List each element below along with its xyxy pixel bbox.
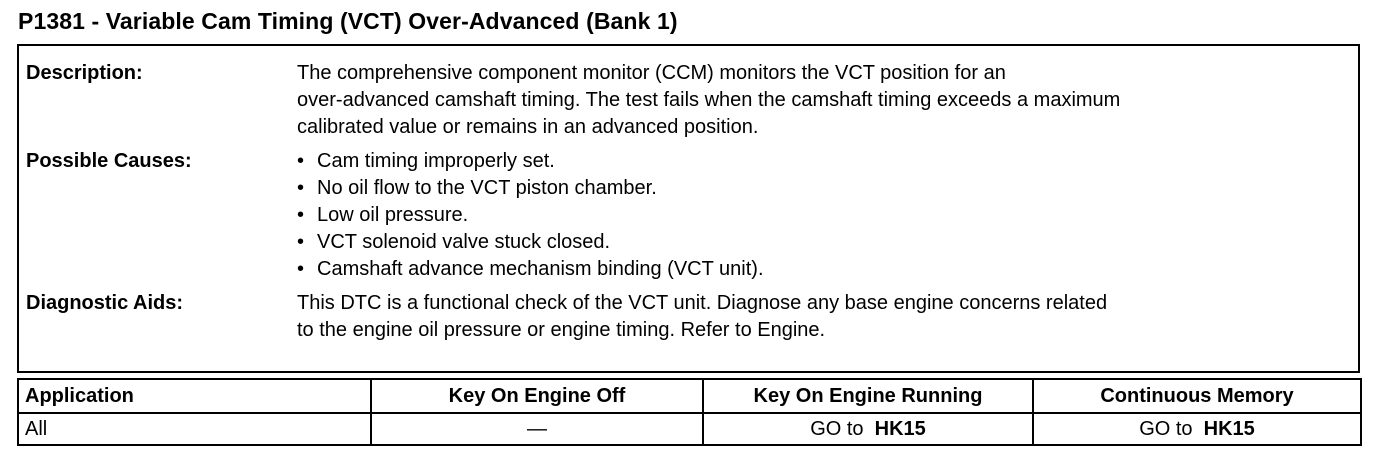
- cause-text: No oil flow to the VCT piston chamber.: [317, 177, 657, 199]
- table-header-row: [18, 379, 1361, 413]
- bullet-icon: •: [297, 258, 305, 280]
- bullet-icon: •: [297, 231, 305, 253]
- page-title: P1381 - Variable Cam Timing (VCT) Over-Advanced (Bank 1): [18, 8, 678, 34]
- table-row: [18, 413, 1361, 445]
- diagnostic-aids-line: to the engine oil pressure or engine timing. Refer to Engine.: [297, 319, 826, 341]
- cause-text: Low oil pressure.: [317, 204, 469, 226]
- bullet-icon: •: [297, 177, 305, 199]
- dtc-info-box: [17, 44, 1360, 373]
- cause-text: VCT solenoid valve stuck closed.: [317, 231, 611, 253]
- description-text: [297, 60, 1350, 141]
- possible-causes-list-wrap: [297, 148, 1350, 283]
- header-continuous-memory: Continuous Memory: [1033, 379, 1361, 413]
- header-application: Application: [18, 379, 371, 413]
- header-key-on-engine-off: Key On Engine Off: [371, 379, 703, 413]
- cell-koeo: —: [371, 413, 703, 445]
- cause-text: Cam timing improperly set.: [317, 150, 555, 172]
- header-key-on-engine-running: Key On Engine Running: [703, 379, 1033, 413]
- application-table: [17, 378, 1362, 446]
- cause-item: [297, 229, 1350, 256]
- possible-causes-list: [297, 148, 1350, 283]
- description-line: calibrated value or remains in an advanced position.: [297, 116, 759, 138]
- cause-item: [297, 202, 1350, 229]
- cause-item: [297, 175, 1350, 202]
- bullet-icon: •: [297, 150, 305, 172]
- diagnostic-aids-line: This DTC is a functional check of the VCT unit. Diagnose any base engine concerns related: [297, 292, 1108, 314]
- goto-ref-link[interactable]: HK15: [1203, 417, 1255, 440]
- description-label: Description:: [26, 62, 143, 84]
- bullet-icon: •: [297, 204, 305, 226]
- goto-prefix: GO to: [1139, 417, 1193, 440]
- diagnostic-aids-text: [297, 290, 1350, 344]
- cell-koer: [703, 413, 1033, 445]
- cell-continuous-memory: [1033, 413, 1361, 445]
- goto-ref-link[interactable]: HK15: [874, 417, 926, 440]
- cause-item: [297, 256, 1350, 283]
- cause-item: [297, 148, 1350, 175]
- diagnostic-aids-label: Diagnostic Aids:: [26, 292, 184, 314]
- description-line: The comprehensive component monitor (CCM) monitors the VCT position for an: [297, 62, 1006, 84]
- cause-text: Camshaft advance mechanism binding (VCT unit).: [317, 258, 764, 280]
- cell-application: All: [18, 413, 371, 445]
- goto-prefix: GO to: [810, 417, 864, 440]
- description-line: over-advanced camshaft timing. The test fails when the camshaft timing exceeds a maximum: [297, 89, 1121, 111]
- possible-causes-label: Possible Causes:: [26, 150, 192, 172]
